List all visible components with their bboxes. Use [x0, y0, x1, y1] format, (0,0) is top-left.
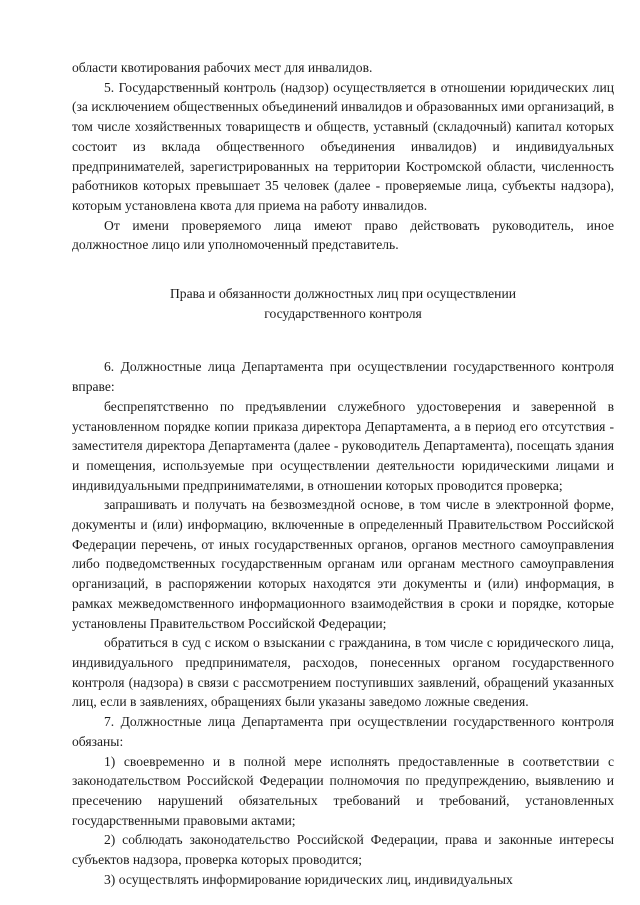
document-page [72, 58, 614, 889]
section-heading: Права и обязанности должностных лиц при осуществлении государственного контроля [169, 286, 516, 321]
paragraph-representative: От имени проверяемого лица имеют право действовать руководитель, иное должностное лицо или уполномоченный представитель. [72, 217, 614, 253]
paragraph-item-7: 7. Должностные лица Департамента при осуществлении государственного контроля обязаны: [72, 714, 614, 749]
paragraph-right-2: запрашивать и получать на безвозмездной основе, в том числе в электронной форме, документы и (или) информацию, включенные в определенный Правительством Российской Федерации перечень, от иных государственных органов, органов местного самоуправления либо подведомственных государственным органам или органам местного самоуправления организаций, в распоряжении которых находятся эти документы и (или) информация, в рамках межведомственного информационного взаимодействия в сроки и порядке, которые установлены Правительством Российской Федерации; [72, 497, 614, 631]
paragraph-item-5: 5. Государственный контроль (надзор) осуществляется в отношении юридических лиц (за исключением общественных объединений инвалидов и образованных ими организаций, в том числе хозяйственных товариществ и обществ, уставный (складочный) капитал которых состоит из вклада общественного объединения инвалидов) и индивидуальных предпринимателей, зарегистрированных на территории Костромской области, численность работников которых превышает 35 человек (далее - проверяемые лица, субъекты надзора), которым установлена квота для приема на работу инвалидов. [72, 79, 614, 213]
paragraph-continuation: области квотирования рабочих мест для инвалидов. [72, 60, 373, 75]
paragraph-duty-3: 3) осуществлять информирование юридических лиц, индивидуальных [104, 871, 513, 887]
paragraph-duty-1: 1) своевременно и в полной мере исполнять предоставленные в соответствии с законодательством Российской Федерации полномочия по предупреждению, выявлению и пресечению нарушений обязательных требований и требований, установленных государственными правовыми актами; [72, 753, 614, 828]
paragraph-right-3: обратиться в суд с иском о взыскании с гражданина, в том числе с юридического лица, индивидуального предпринимателя, расходов, понесенных органом государственного контроля (надзора) в связи с рассмотрением поступивших заявлений, обращений указанных лиц, если в заявлениях, обращениях были указаны заведомо ложные сведения. [72, 635, 614, 710]
paragraph-duty-2: 2) соблюдать законодательство Российской Федерации, права и законные интересы субъектов надзора, проверка которых проводится; [72, 832, 614, 868]
paragraph-item-6: 6. Должностные лица Департамента при осуществлении государственного контроля вправе: [72, 359, 614, 395]
paragraph-right-1: беспрепятственно по предъявлении служебного удостоверения и заверенной в установленном порядке копии приказа директора Департамента, а в период его отсутствия - заместителя директора Департамента (далее - руководитель Департамента), посещать здания и помещения, используемые при осуществлении деятельности юридическими лицами и индивидуальными предпринимателями, в отношении которых проводится проверка; [72, 398, 614, 493]
